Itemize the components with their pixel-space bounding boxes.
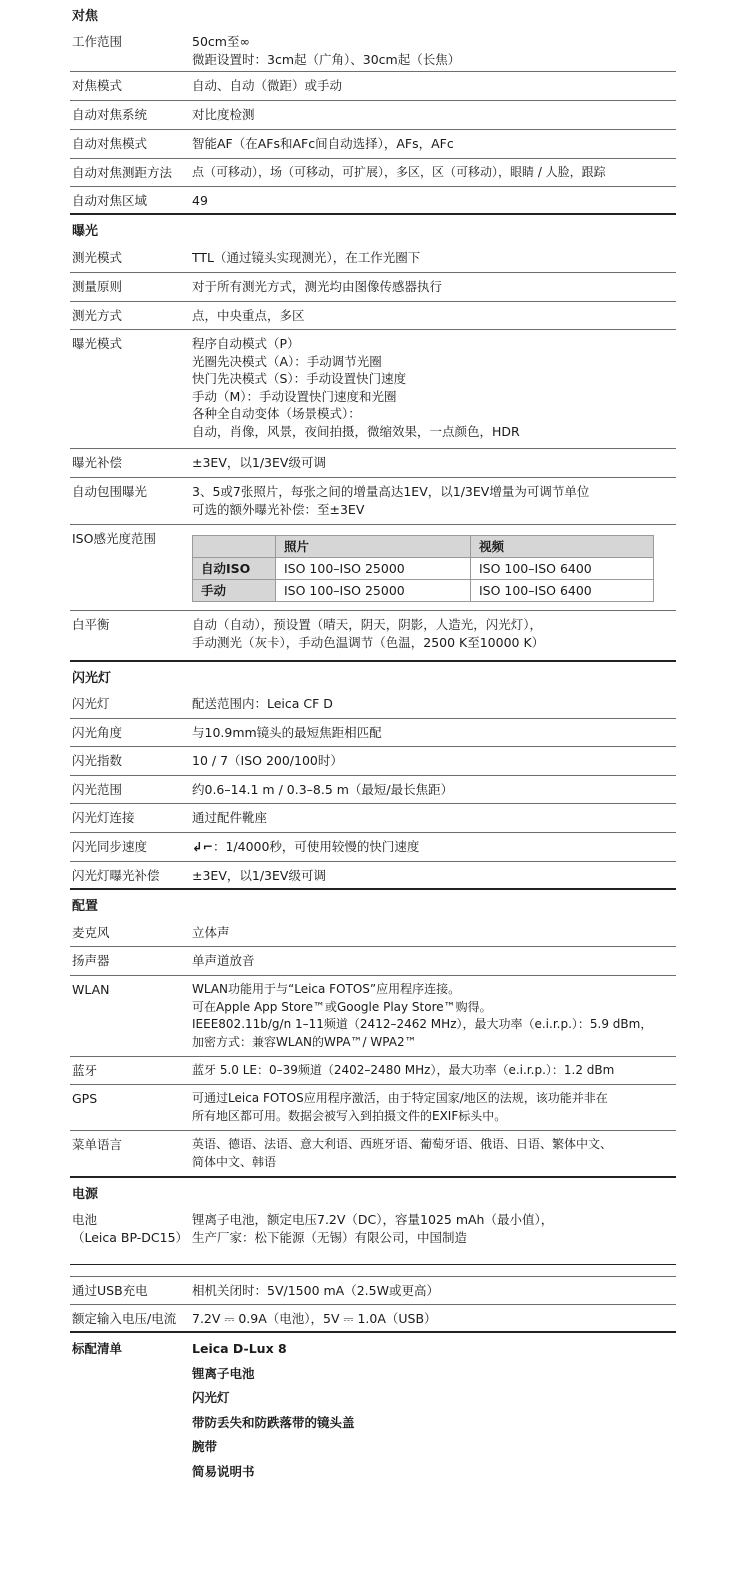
value-line: 简体中文、韩语 (192, 1154, 277, 1169)
spec-row (70, 776, 676, 804)
spec-row (70, 130, 676, 159)
value-line: 程序自动模式（P） (192, 336, 300, 351)
value-line: IEEE802.11b/g/n 1–11频道（2412–2462 MHz），最大功率（e.i.r.p.）：5.9 dBm， (192, 1017, 653, 1031)
spec-value: 对比度检测 (192, 107, 255, 122)
value-line: 快门先决模式（S）：手动设置快门速度 (192, 371, 407, 386)
spec-row (70, 101, 676, 130)
value-line: 自动，肖像，风景，夜间拍摄，微缩效果，一点颜色，HDR (192, 423, 520, 439)
iso-cell: ISO 100–ISO 6400 (470, 558, 653, 580)
spec-value (192, 1206, 676, 1264)
spec-row (70, 862, 676, 890)
spec-label: 蓝牙 (72, 1063, 98, 1078)
spec-value: 对于所有测光方式，测光均由图像传感器执行 (192, 279, 443, 294)
spec-label: 通过USB充电 (72, 1283, 148, 1298)
value-line: 所有地区都可用。数据会被写入到拍摄文件的EXIF标头中。 (192, 1108, 507, 1123)
value-line: 3、5或7张照片，每张之间的增量高达1EV，以1/3EV增量为可调节单位 (192, 484, 590, 499)
value-line: 手动测光（灰卡），手动色温调节（色温，2500 K至10000 K） (192, 634, 545, 650)
spec-value: 点，中央重点，多区 (192, 308, 305, 323)
spec-row (70, 719, 676, 747)
spec-value: 点（可移动），场（可移动，可扩展），多区，区（可移动），眼睛 / 人脸，跟踪 (192, 165, 606, 179)
spec-label: 闪光灯 (72, 696, 110, 711)
spec-value: 单声道放音 (192, 953, 255, 968)
list-item: 带防丢失和防跌落带的镜头盖 (192, 1414, 355, 1430)
spec-label: 扬声器 (72, 953, 110, 968)
spec-label: 测量原则 (72, 279, 123, 294)
spec-row (70, 28, 676, 72)
spec-label: ISO感光度范围 (72, 531, 156, 546)
spec-label: 闪光范围 (72, 782, 123, 797)
spec-label: 自动包围曝光 (72, 484, 148, 499)
spec-label: 菜单语言 (72, 1137, 123, 1152)
spec-row (70, 72, 676, 101)
section-title-focus: 对焦 (72, 8, 99, 24)
label-line: （Leica BP-DC15） (72, 1229, 189, 1245)
spec-label: GPS (72, 1091, 98, 1106)
spec-row (70, 1131, 676, 1178)
spec-value (192, 976, 676, 1056)
spec-value (192, 330, 676, 448)
spec-value: 7.2V ⎓ 0.9A（电池），5V ⎓ 1.0A（USB） (192, 1311, 437, 1326)
spec-label: 对焦模式 (72, 78, 123, 93)
spec-value: ±3EV，以1/3EV级可调 (192, 455, 326, 470)
spec-row (70, 187, 676, 215)
list-item: Leica D-Lux 8 (192, 1341, 287, 1356)
iso-row-manual: 手动 (193, 580, 276, 602)
iso-corner-cell (193, 536, 276, 558)
spec-value: 49 (192, 193, 208, 208)
spec-value: 相机关闭时：5V/1500 mA（2.5W或更高） (192, 1283, 439, 1298)
spec-value: 自动、自动（微距）或手动 (192, 78, 343, 93)
spec-value (192, 611, 676, 660)
spec-row (70, 1206, 676, 1265)
flash-sync-icon: ↲⌐ (192, 839, 213, 854)
spec-row (70, 1276, 676, 1305)
spec-value: 立体声 (192, 925, 230, 940)
spec-row-iso (70, 525, 676, 611)
iso-table-wrap (192, 525, 676, 610)
spec-row (70, 690, 676, 719)
spec-label: 自动对焦模式 (72, 136, 148, 151)
value-line: 锂离子电池，额定电压7.2V（DC），容量1025 mAh（最小值）， (192, 1212, 554, 1227)
spec-row (70, 1085, 676, 1131)
spec-row (70, 833, 676, 862)
list-item: 锂离子电池 (192, 1365, 255, 1381)
spec-label: 闪光角度 (72, 725, 123, 740)
spec-label (70, 1206, 192, 1264)
spec-sheet (70, 0, 676, 1488)
spec-value (192, 1131, 676, 1176)
spec-value: ±3EV，以1/3EV级可调 (192, 868, 326, 883)
section-title-power: 电源 (72, 1186, 99, 1202)
value-line: 可选的额外曝光补偿：至±3EV (192, 501, 365, 517)
value-line: 微距设置时：3cm起（广角）、30cm起（长焦） (192, 51, 461, 67)
spec-row (70, 330, 676, 449)
spec-label: 测光方式 (72, 308, 123, 323)
spec-row (70, 804, 676, 833)
value-line: 可通过Leica FOTOS应用程序激活，由于特定国家/地区的法规，该功能并非在 (192, 1091, 608, 1105)
spec-value: 与10.9mm镜头的最短焦距相匹配 (192, 725, 382, 740)
spec-row (70, 302, 676, 330)
spec-row (70, 1057, 676, 1085)
spec-label: 曝光模式 (72, 336, 123, 351)
spec-row (70, 449, 676, 478)
spec-value: 约0.6–14.1 m / 0.3–8.5 m（最短/最长焦距） (192, 782, 454, 797)
iso-cell: ISO 100–ISO 25000 (276, 558, 471, 580)
spec-label: 工作范围 (72, 34, 123, 49)
iso-col-video: 视频 (470, 536, 653, 558)
spec-label: 自动对焦系统 (72, 107, 148, 122)
value-line: 50cm至∞ (192, 34, 250, 49)
spec-label: 闪光灯曝光补偿 (72, 868, 160, 883)
spec-value: 蓝牙 5.0 LE：0–39频道（2402–2480 MHz），最大功率（e.i.r.p.）：1.2 dBm (192, 1063, 615, 1077)
value-line: 各种全自动变体（场景模式）： (192, 406, 361, 421)
spec-label: 额定输入电压/电流 (72, 1311, 177, 1326)
spec-label: 闪光同步速度 (72, 839, 148, 854)
value-line: 英语、德语、法语、意大利语、西班牙语、葡萄牙语、俄语、日语、繁体中文、 (192, 1137, 613, 1151)
spec-label: 麦克风 (72, 925, 110, 940)
iso-table (192, 535, 654, 602)
spec-row (70, 611, 676, 662)
spec-label: 自动对焦区域 (72, 193, 148, 208)
spec-value (192, 478, 676, 524)
spec-value: 10 / 7（ISO 200/100时） (192, 753, 343, 768)
spec-value: 通过配件靴座 (192, 810, 268, 825)
value-line: WLAN功能用于与“Leica FOTOS”应用程序连接。 (192, 982, 461, 996)
section-title-standard: 标配清单 (72, 1341, 123, 1356)
iso-cell: ISO 100–ISO 6400 (470, 580, 653, 602)
spec-value (192, 28, 676, 71)
spec-row (70, 159, 676, 187)
spec-row (70, 747, 676, 776)
spec-value: 配送范围内：Leica CF D (192, 696, 333, 711)
spec-row (70, 1305, 676, 1333)
iso-row-auto: 自动ISO (193, 558, 276, 580)
spec-row (70, 244, 676, 273)
standard-section (70, 1333, 676, 1488)
spec-label: 闪光灯连接 (72, 810, 135, 825)
spec-row (70, 947, 676, 976)
iso-col-photo: 照片 (276, 536, 471, 558)
iso-cell: ISO 100–ISO 25000 (276, 580, 471, 602)
value-line: 生产厂家：松下能源（无锡）有限公司，中国制造 (192, 1229, 468, 1245)
section-title-exposure: 曝光 (72, 224, 99, 239)
spec-row (70, 919, 676, 947)
value-line: 手动（M）：手动设置快门速度和光圈 (192, 388, 397, 404)
label-line: 电池 (72, 1212, 98, 1227)
spec-label: 白平衡 (72, 617, 110, 632)
spec-label: 测光模式 (72, 250, 123, 265)
value-text: ：1/4000秒，可使用较慢的快门速度 (212, 839, 420, 854)
spec-value: TTL（通过镜头实现测光），在工作光圈下 (192, 250, 421, 265)
value-line: 加密方式：兼容WLAN的WPA™/ WPA2™ (192, 1034, 417, 1049)
spec-label: 自动对焦测距方法 (72, 165, 173, 180)
section-title-flash: 闪光灯 (72, 670, 112, 686)
list-item: 闪光灯 (192, 1390, 230, 1406)
section-title-config: 配置 (72, 899, 99, 914)
spec-row (70, 976, 676, 1057)
value-line: 可在Apple App Store™或Google Play Store™购得。 (192, 999, 492, 1014)
value-line: 光圈先决模式（A）：手动调节光圈 (192, 353, 382, 369)
spec-value (192, 1085, 676, 1130)
list-item: 简易说明书 (192, 1463, 255, 1479)
spacer (70, 1265, 676, 1276)
standard-list (192, 1340, 676, 1488)
spec-row (70, 273, 676, 302)
spec-label: 曝光补偿 (72, 455, 123, 470)
spec-label: WLAN (72, 982, 110, 997)
spec-row (70, 478, 676, 525)
spec-label: 闪光指数 (72, 753, 123, 768)
list-item: 腕带 (192, 1439, 218, 1455)
spec-value: 智能AF（在AFs和AFc间自动选择），AFs，AFc (192, 136, 454, 151)
spec-value (192, 833, 676, 861)
value-line: 自动（自动），预设置（晴天，阴天，阴影，人造光，闪光灯）， (192, 617, 543, 632)
